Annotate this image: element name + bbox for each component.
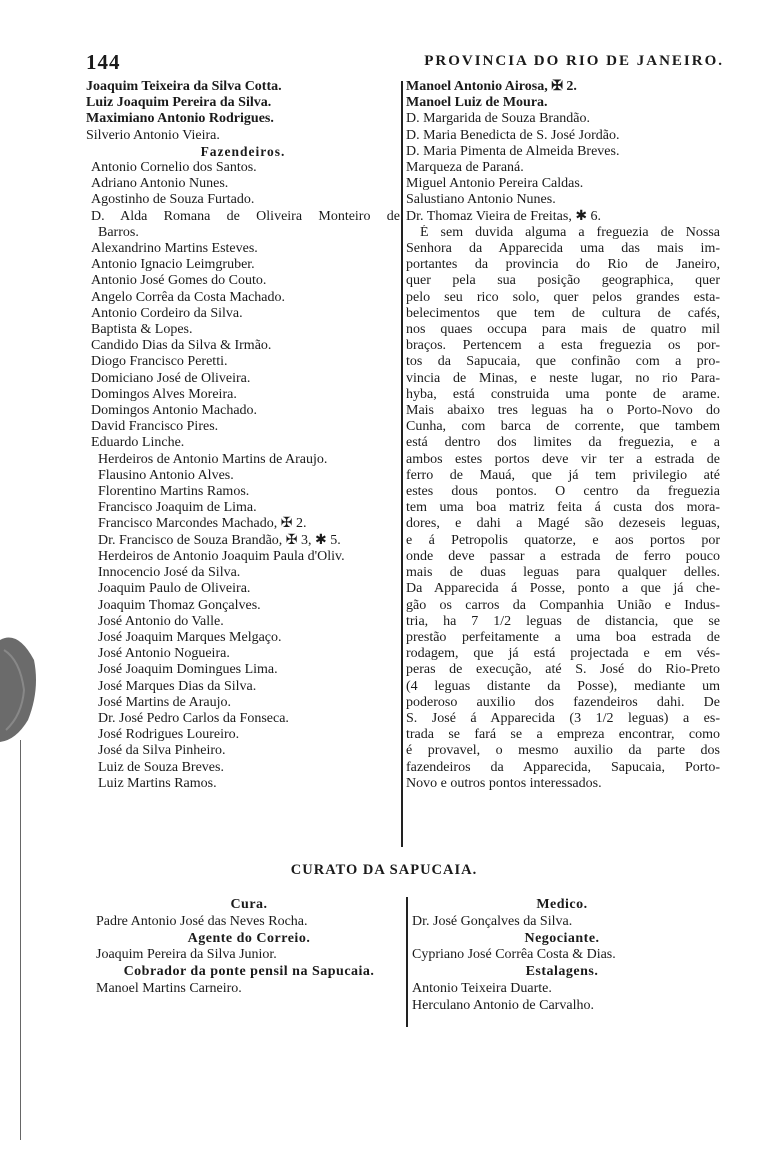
paragraph-line: pelo seu rico solo, quer pelos grandes esta-: [406, 289, 720, 305]
list-item: Luiz Martins Ramos.: [98, 775, 217, 791]
list-item: Domingos Alves Moreira.: [91, 386, 237, 402]
list-item: Antonio Teixeira Duarte.: [412, 980, 552, 996]
list-item: Antonio Cordeiro da Silva.: [91, 305, 243, 321]
list-item: Joaquim Paulo de Oliveira.: [98, 581, 251, 597]
paragraph-line: e á Petropolis quatorze, e aos portos por: [406, 532, 720, 548]
list-item: Luiz Joaquim Pereira da Silva.: [86, 95, 272, 111]
list-item: Baptista & Lopes.: [91, 322, 193, 338]
paragraph-line: tem uma boa matriz feita á custa dos mora-: [406, 500, 720, 516]
list-item: D. Margarida de Souza Brandão.: [406, 111, 591, 127]
list-item: Antonio Cornelio dos Santos.: [91, 160, 257, 176]
paragraph-line: Senhora da Apparecida uma das mais im-: [406, 241, 720, 257]
page-number: 144: [86, 50, 121, 74]
list-item: Francisco Marcondes Machado, ✠ 2.: [98, 516, 307, 532]
list-item: Herdeiros de Antonio Martins de Araujo.: [98, 451, 328, 467]
list-item: Florentino Martins Ramos.: [98, 484, 250, 500]
paragraph-line: belecimentos que tem de cultura de cafés,: [406, 305, 720, 321]
right-column: [406, 79, 720, 792]
list-item: José Joaquim Marques Melgaço.: [98, 629, 282, 645]
left-column: [86, 79, 400, 792]
list-item: Innocencio José da Silva.: [98, 565, 241, 581]
list-item: Herdeiros de Antonio Joaquim Paula d'Oliv.: [98, 548, 345, 564]
paragraph-line: vincia de Minas, e neste lugar, no rio Para-: [406, 370, 720, 386]
paragraph-line: fazendeiros da Apparecida, Sapucaia, Porto-: [406, 759, 720, 775]
list-item: Antonio Ignacio Leimgruber.: [91, 257, 255, 273]
list-item: José Joaquim Domingues Lima.: [98, 662, 278, 678]
list-item: Dr. Thomaz Vieira de Freitas, ✱ 6.: [406, 208, 602, 224]
cobrador-heading: Cobrador da ponte pensil na Sapucaia.: [123, 964, 375, 980]
paragraph-line: nos quaes occupa para mais de quatro mil: [406, 322, 720, 338]
margin-line: [20, 740, 21, 1140]
estalagens-heading: Estalagens.: [525, 964, 599, 980]
paragraph-line: poderoso auxilio dos fazendeiros dahi. De: [406, 694, 720, 710]
description-paragraph: [406, 225, 720, 792]
paragraph-line: Novo e outros pontos interessados.: [406, 775, 602, 791]
list-item: Miguel Antonio Pereira Caldas.: [406, 176, 584, 192]
list-item: Diogo Francisco Peretti.: [91, 354, 228, 370]
paragraph-line: É sem duvida alguma a freguezia de Nossa: [420, 224, 720, 240]
list-item: José Antonio do Valle.: [98, 613, 224, 629]
agente-heading: Agente do Correio.: [187, 930, 311, 946]
list-item: José Martins de Araujo.: [98, 694, 231, 710]
list-item: Antonio José Gomes do Couto.: [91, 273, 267, 289]
cobrador-name: Manoel Martins Carneiro.: [96, 980, 242, 996]
paragraph-line: está dentro dos limites da freguezia, e a: [406, 435, 720, 451]
list-item: Candido Dias da Silva & Irmão.: [91, 338, 272, 354]
paragraph-line: Cunha, com barca de corrente, que tambem: [406, 419, 720, 435]
list-item: Agostinho de Souza Furtado.: [91, 192, 255, 208]
paragraph-line: peras de execução, até S. José do Rio-Preto: [406, 662, 720, 678]
paragraph-line: quer pela sua posição geographica, quer: [406, 273, 720, 289]
paragraph-line: ferro de Mauá, que já tem privilegio até: [406, 467, 720, 483]
list-item: José Marques Dias da Silva.: [98, 678, 257, 694]
paragraph-line: é provavel, o mesmo auxilio da parte dos: [406, 743, 720, 759]
list-item: José Rodrigues Loureiro.: [98, 727, 240, 743]
paragraph-line: ambos estes portos deve vir ter a estrada de: [406, 451, 720, 467]
paragraph-line: Mais abaixo tres leguas ha o Porto-Novo do: [406, 403, 720, 419]
paragraph-line: trada se fará se a empreza encontrar, como: [406, 727, 720, 743]
paragraph-line: tos da Sapucaia, que confinão com a pro-: [406, 354, 720, 370]
list-item: D. Alda Romana de Oliveira Monteiro de: [91, 208, 400, 224]
paragraph-line: S. José á Apparecida (3 1/2 leguas) a es-: [406, 710, 720, 726]
paragraph-line: portantes da provincia do Rio de Janeiro,: [406, 257, 720, 273]
list-item: Alexandrino Martins Esteves.: [91, 241, 258, 257]
list-item: Herculano Antonio de Carvalho.: [412, 997, 594, 1013]
curato-title: CURATO DA SAPUCAIA.: [290, 862, 478, 878]
list-item: Dr. José Pedro Carlos da Fonseca.: [98, 710, 289, 726]
paragraph-line: tria, ha 7 1/2 leguas de distancia, que se: [406, 613, 720, 629]
list-item: Joaquim Teixeira da Silva Cotta.: [86, 79, 282, 94]
margin-ink-blot: [0, 630, 40, 750]
paragraph-line: hyba, está construida uma ponte de arame.: [406, 386, 720, 402]
paragraph-line: Da Apparecida á Posse, ponto a que já che-: [406, 581, 720, 597]
list-item: Marqueza de Paraná.: [406, 160, 524, 176]
curato-column-divider: [406, 897, 408, 1027]
list-item: Manoel Antonio Airosa, ✠ 2.: [406, 79, 577, 94]
paragraph-line: rodagem, que já está projectada e em vés-: [406, 646, 720, 662]
paragraph-line: (4 leguas distante da Posse), mediante um: [406, 678, 720, 694]
list-item: Joaquim Thomaz Gonçalves.: [98, 597, 261, 613]
list-item: Barros.: [98, 224, 139, 240]
paragraph-line: dores, e dahi a Magé são dezeseis leguas,: [406, 516, 720, 532]
list-item: Domiciano José de Oliveira.: [91, 370, 251, 386]
negociante-name: Cypriano José Corrêa Costa & Dias.: [412, 947, 616, 963]
list-item: David Francisco Pires.: [91, 419, 219, 435]
list-item: Angelo Corrêa da Costa Machado.: [91, 289, 285, 305]
negociante-heading: Negociante.: [524, 930, 600, 946]
fazendeiros-heading: Fazendeiros.: [200, 143, 286, 159]
list-item: D. Maria Benedicta de S. José Jordão.: [406, 127, 620, 143]
medico-heading: Medico.: [536, 897, 588, 912]
paragraph-line: braços. Pertencem a esta freguezia os por-: [406, 338, 720, 354]
list-item: Domingos Antonio Machado.: [91, 403, 258, 419]
list-item: Luiz de Souza Breves.: [98, 759, 224, 775]
list-item: Francisco Joaquim de Lima.: [98, 500, 257, 516]
paragraph-line: onde deve passar a estrada de ferro pouco: [406, 548, 720, 564]
paragraph-line: mais de duas leguas para qualquer delles.: [406, 565, 720, 581]
list-item: Salustiano Antonio Nunes.: [406, 192, 556, 208]
curato-right-column: [412, 897, 712, 1015]
list-item: José Antonio Nogueira.: [98, 646, 230, 662]
list-item: D. Maria Pimenta de Almeida Breves.: [406, 143, 620, 159]
list-item: Adriano Antonio Nunes.: [91, 176, 229, 192]
list-item: Eduardo Linche.: [91, 435, 185, 451]
list-item: José da Silva Pinheiro.: [98, 743, 226, 759]
list-item: Dr. Francisco de Souza Brandão, ✠ 3, ✱ 5.: [98, 532, 341, 548]
medico-name: Dr. José Gonçalves da Silva.: [412, 913, 573, 929]
column-divider: [401, 81, 403, 847]
list-item: Manoel Luiz de Moura.: [406, 95, 548, 111]
paragraph-line: gão os carros da Companhia União e Indus-: [406, 597, 720, 613]
list-item: Silverio Antonio Vieira.: [86, 127, 220, 143]
paragraph-line: prestão perfeitamente a uma boa estrada de: [406, 629, 720, 645]
list-item: Maximiano Antonio Rodrigues.: [86, 111, 274, 127]
curato-left-column: [96, 897, 402, 998]
agente-name: Joaquim Pereira da Silva Junior.: [96, 947, 277, 963]
cura-name: Padre Antonio José das Neves Rocha.: [96, 913, 308, 929]
cura-heading: Cura.: [230, 897, 268, 912]
page-header: [86, 50, 724, 74]
paragraph-line: estes dous pontos. O centro da freguezia: [406, 484, 720, 500]
running-title: PROVINCIA DO RIO DE JANEIRO.: [424, 53, 724, 69]
list-item: Flausino Antonio Alves.: [98, 467, 234, 483]
